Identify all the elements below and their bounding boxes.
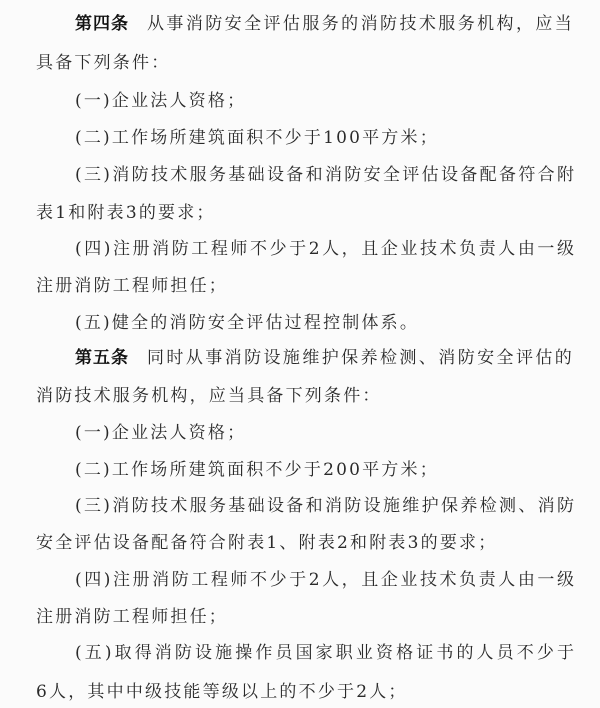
article-5-item-1: (一)企业法人资格； xyxy=(75,423,247,443)
article-5-item-4-cont: 注册消防工程师担任； xyxy=(36,607,228,627)
article-5-item-3-cont: 安全评估设备配备符合附表1、附表2和附表3的要求； xyxy=(36,533,498,553)
article-5-item-2: (二)工作场所建筑面积不少于200平方米； xyxy=(75,460,439,480)
article-4-item-3: (三)消防技术服务基础设备和消防安全评估设备配备符合附 xyxy=(75,165,574,185)
article-5-item-4: (四)注册消防工程师不少于2人，且企业技术负责人由一级 xyxy=(75,570,574,590)
article-4-item-2: (二)工作场所建筑面积不少于100平方米； xyxy=(75,128,439,148)
article-5-label: 第五条 xyxy=(75,348,129,368)
article-4-item-1: (一)企业法人资格； xyxy=(75,91,247,111)
article-4-item-5: (五)健全的消防安全评估过程控制体系。 xyxy=(75,313,420,333)
article-5-item-3: (三)消防技术服务基础设备和消防设施维护保养检测、消防 xyxy=(75,496,574,516)
article-4-item-4-cont: 注册消防工程师担任； xyxy=(36,276,228,296)
article-5-heading xyxy=(75,346,574,370)
article-4-intro-cont: 具备下列条件： xyxy=(36,53,171,73)
article-4-heading xyxy=(75,12,574,36)
article-5-intro: 同时从事消防设施维护保养检测、消防安全评估的 xyxy=(147,348,574,368)
article-4-item-4: (四)注册消防工程师不少于2人，且企业技术负责人由一级 xyxy=(75,239,574,259)
article-5-item-5: (五)取得消防设施操作员国家职业资格证书的人员不少于 xyxy=(75,643,574,663)
article-4-intro: 从事消防安全评估服务的消防技术服务机构，应当 xyxy=(147,14,574,34)
article-5-item-5-cont: 6人，其中中级技能等级以上的不少于2人； xyxy=(36,682,408,702)
article-4-label: 第四条 xyxy=(75,14,129,34)
article-4-item-3-cont: 表1和附表3的要求； xyxy=(36,203,216,223)
article-5-intro-cont: 消防技术服务机构，应当具备下列条件： xyxy=(36,386,382,406)
